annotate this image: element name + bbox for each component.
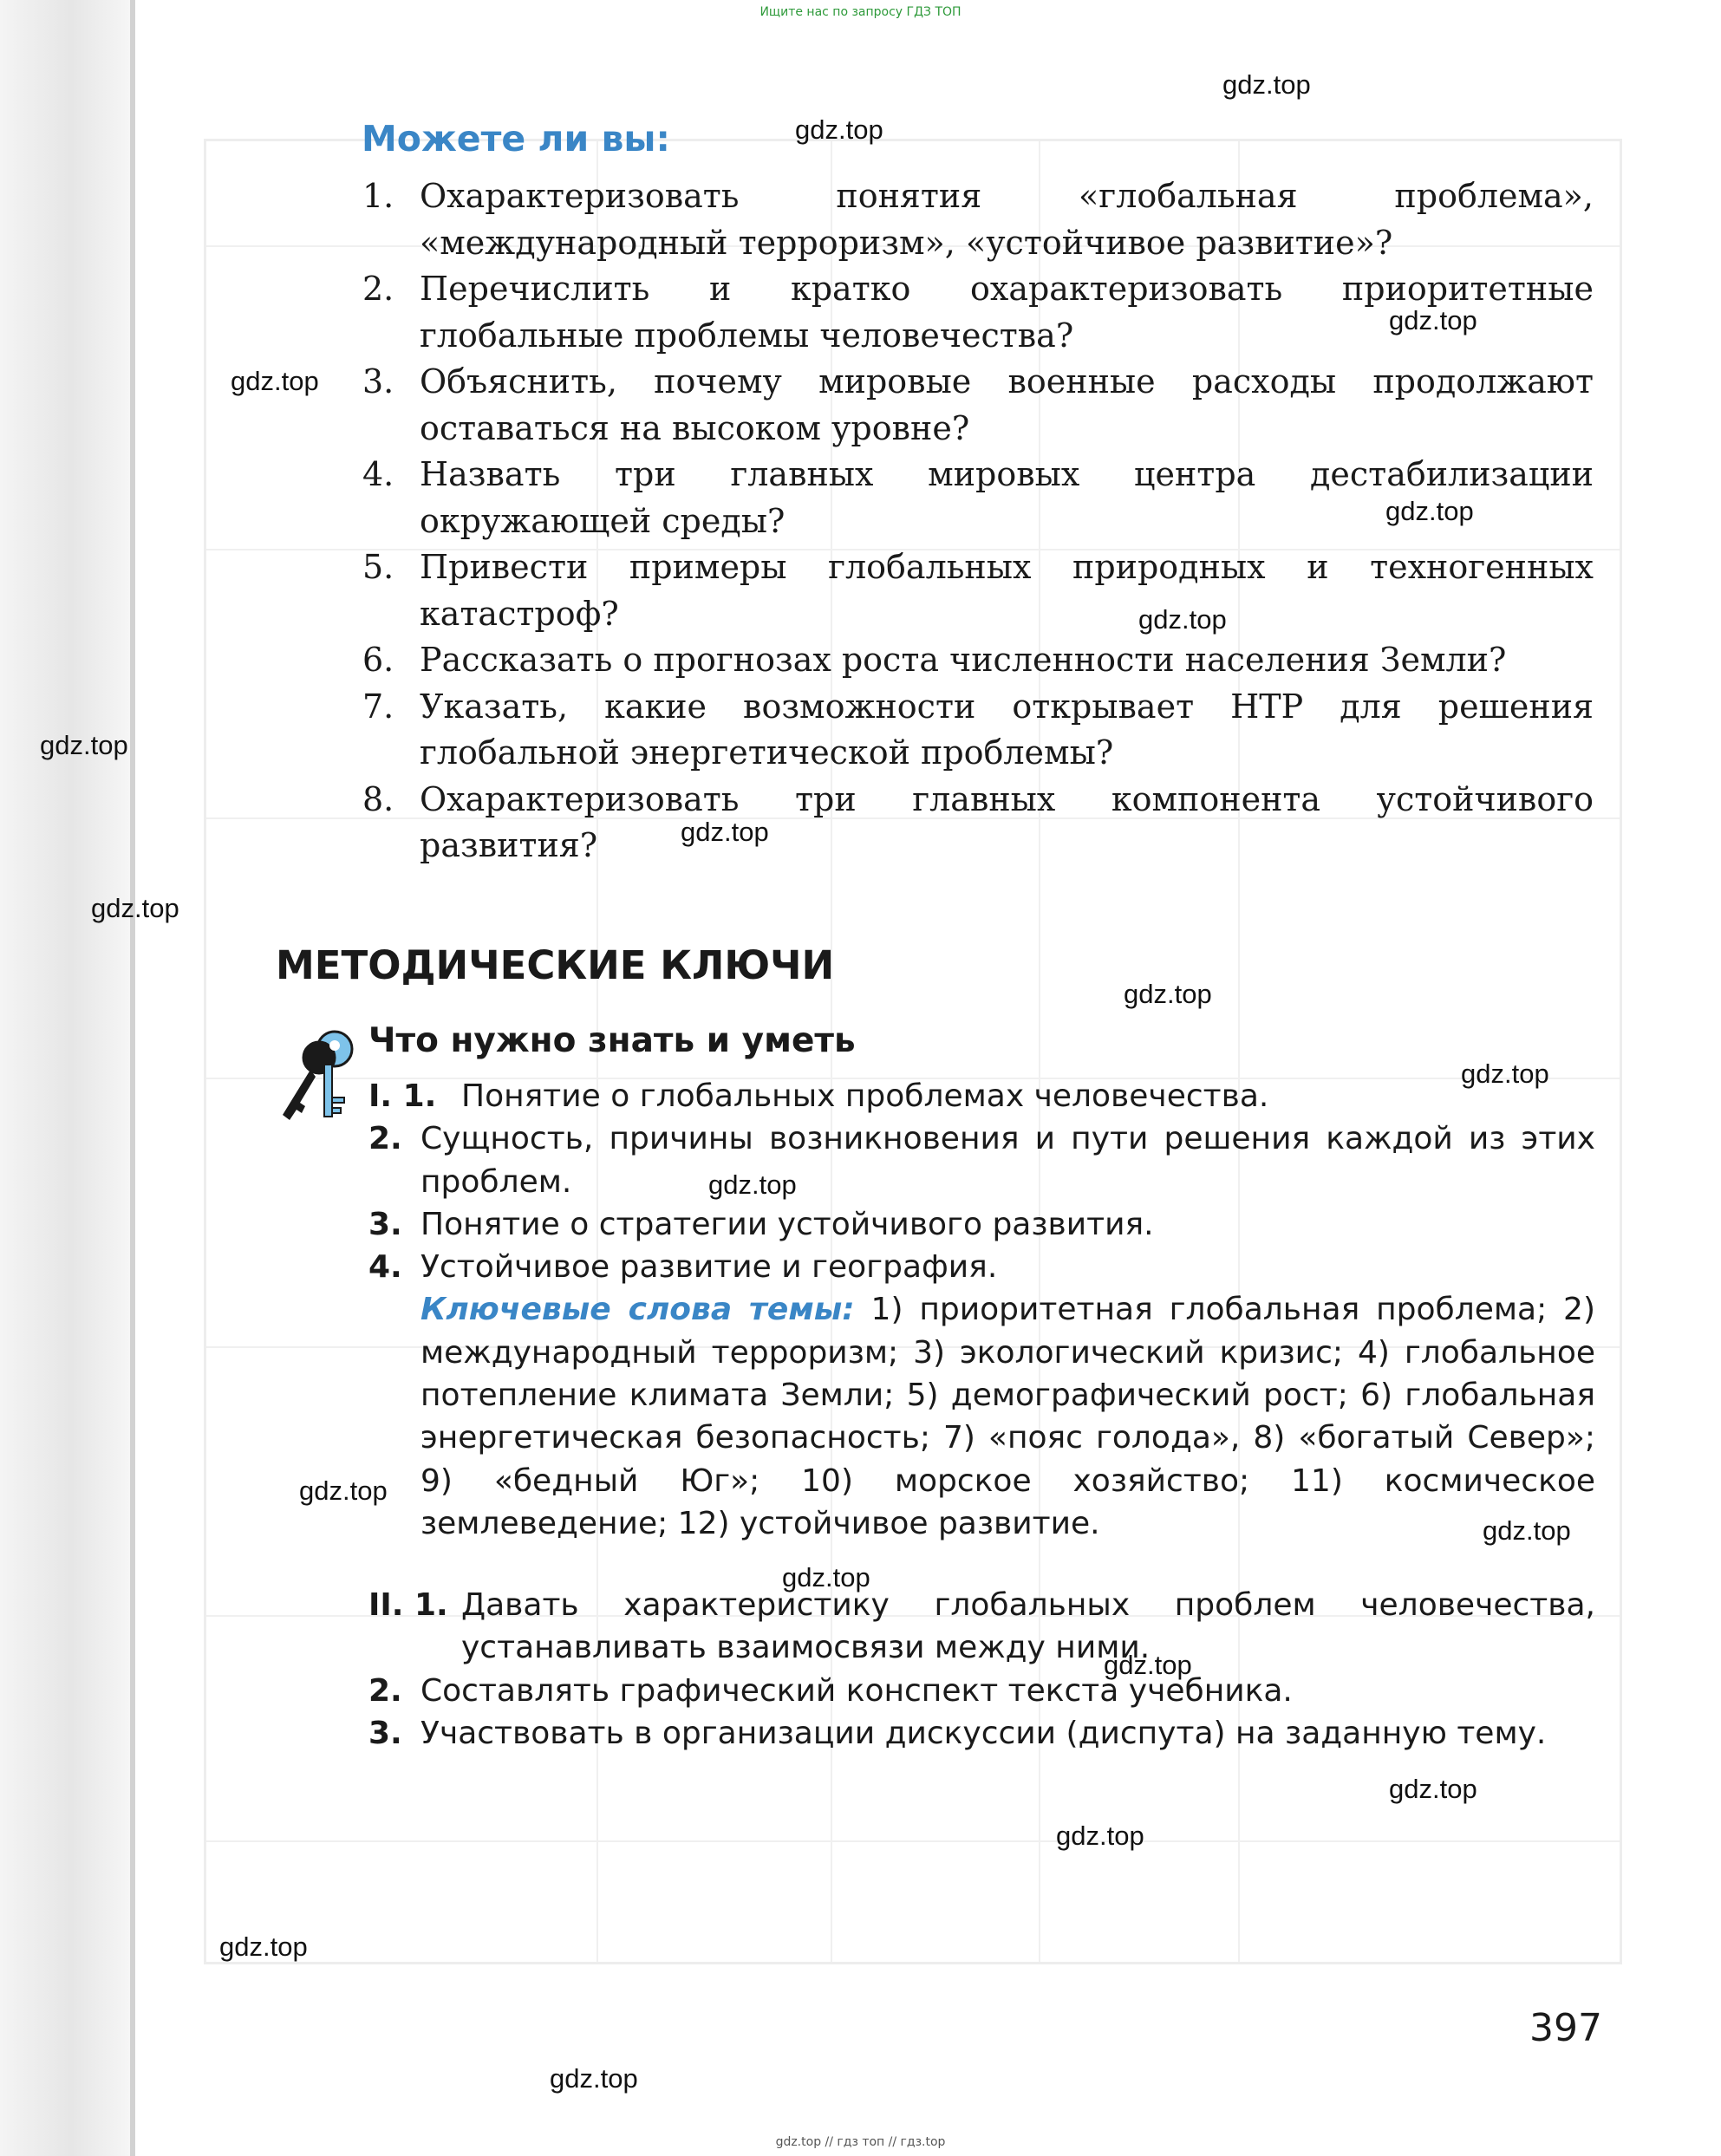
question-item <box>362 777 1594 870</box>
watermark[interactable]: gdz.top <box>1389 1774 1477 1804</box>
skill-item <box>368 1712 1595 1755</box>
question-number: 7. <box>362 687 394 726</box>
skill-item <box>368 1670 1595 1712</box>
watermark[interactable]: gdz.top <box>91 893 179 923</box>
watermark[interactable]: gdz.top <box>40 730 128 760</box>
can-you-title: Можете ли вы: <box>362 118 670 160</box>
top-banner[interactable]: Ищите нас по запросу ГДЗ ТОП <box>759 5 962 19</box>
skill-text: Участвовать в организации дискуссии (диспута) на заданную тему. <box>420 1715 1547 1751</box>
question-text: Охарактеризовать три главных компонента устойчивого развития? <box>420 779 1594 864</box>
keywords-text: 1) приоритетная глобальная проблема; 2) международный терроризм; 3) экологический кризис; 4) глобальное потепление климата Земли; 5) демографический рост; 6) глобальная энергетическая безопасность; 7) «пояс голода», 8) «богатый Север»; 9) «бедный Юг»; 10) морское хозяйство; 11) космическое землеведение; 12) устойчивое развитие. <box>420 1292 1595 1541</box>
know-number: 2. <box>368 1121 402 1157</box>
method-keys-title: МЕТОДИЧЕСКИЕ КЛЮЧИ <box>276 942 835 988</box>
skill-text: Давать характеристику глобальных проблем человечества, устанавливать взаимосвязи между ними. <box>461 1587 1595 1666</box>
watermark[interactable]: gdz.top <box>1483 1515 1571 1546</box>
question-text: Охарактеризовать понятия «глобальная проблема», «международный терроризм», «устойчивое развитие»? <box>420 177 1594 262</box>
watermark[interactable]: gdz.top <box>708 1169 797 1200</box>
watermark[interactable]: gdz.top <box>231 366 319 396</box>
keys-icon <box>276 1028 366 1132</box>
know-item <box>368 1075 1595 1117</box>
keywords-paragraph <box>368 1288 1595 1545</box>
watermark[interactable]: gdz.top <box>550 2063 638 2094</box>
watermark[interactable]: gdz.top <box>219 1931 308 1962</box>
question-item <box>362 359 1594 452</box>
page-edge <box>130 0 135 2156</box>
watermark[interactable]: gdz.top <box>299 1475 388 1506</box>
question-number: 3. <box>362 362 394 401</box>
watermark[interactable]: gdz.top <box>1056 1821 1144 1851</box>
skill-number: II. 1. <box>368 1587 448 1623</box>
skill-item <box>368 1584 1595 1670</box>
question-text: Объяснить, почему мировые военные расходы продолжают оставаться на высоком уровне? <box>420 362 1594 447</box>
question-number: 2. <box>362 270 394 308</box>
question-number: 8. <box>362 779 394 818</box>
question-number: 6. <box>362 641 394 679</box>
question-text: Назвать три главных мировых центра дестабилизации окружающей среды? <box>420 455 1594 540</box>
question-item <box>362 544 1594 637</box>
question-text: Привести примеры глобальных природных и техногенных катастроф? <box>420 548 1594 633</box>
watermark[interactable]: gdz.top <box>1124 979 1212 1009</box>
question-number: 1. <box>362 177 394 215</box>
skill-number: 2. <box>368 1672 402 1709</box>
bottom-banner[interactable]: gdz.top // гдз топ // гдз.top <box>775 2135 946 2149</box>
know-number: I. 1. <box>368 1078 437 1114</box>
watermark[interactable]: gdz.top <box>1461 1058 1549 1089</box>
watermark[interactable]: gdz.top <box>1104 1650 1192 1680</box>
know-item <box>368 1246 1595 1288</box>
know-text: Устойчивое развитие и география. <box>420 1249 998 1286</box>
watermark[interactable]: gdz.top <box>1385 496 1474 526</box>
question-text: Рассказать о прогнозах роста численности населения Земли? <box>420 641 1507 679</box>
watermark[interactable]: gdz.top <box>782 1562 870 1593</box>
keywords-label: Ключевые слова темы: <box>420 1292 855 1328</box>
skill-number: 3. <box>368 1715 402 1751</box>
skills-list <box>368 1584 1595 1755</box>
question-item <box>362 637 1594 684</box>
watermark[interactable]: gdz.top <box>795 114 883 145</box>
know-number: 3. <box>368 1206 402 1242</box>
know-item <box>368 1203 1595 1246</box>
question-item <box>362 173 1594 266</box>
know-text: Сущность, причины возникновения и пути решения каждой из этих проблем. <box>420 1121 1595 1200</box>
watermark[interactable]: gdz.top <box>1138 604 1227 635</box>
page-number: 397 <box>1529 2006 1602 2050</box>
watermark[interactable]: gdz.top <box>1222 69 1311 100</box>
page-binding-shadow <box>0 0 130 2156</box>
question-text: Указать, какие возможности открывает НТР для решения глобальной энергетической проблемы? <box>420 687 1594 772</box>
watermark[interactable]: gdz.top <box>681 817 769 847</box>
know-item <box>368 1117 1595 1203</box>
know-text: Понятие о глобальных проблемах человечества. <box>461 1078 1269 1114</box>
question-item <box>362 684 1594 777</box>
question-number: 4. <box>362 455 394 493</box>
question-text: Перечислить и кратко охарактеризовать приоритетные глобальные проблемы человечества? <box>420 270 1594 355</box>
watermark[interactable]: gdz.top <box>1389 305 1477 335</box>
know-text: Понятие о стратегии устойчивого развития. <box>420 1206 1154 1242</box>
know-number: 4. <box>368 1249 402 1286</box>
know-list <box>368 1075 1595 1545</box>
skill-text: Составлять графический конспект текста учебника. <box>420 1672 1293 1709</box>
question-number: 5. <box>362 548 394 586</box>
know-title: Что нужно знать и уметь <box>368 1021 856 1060</box>
